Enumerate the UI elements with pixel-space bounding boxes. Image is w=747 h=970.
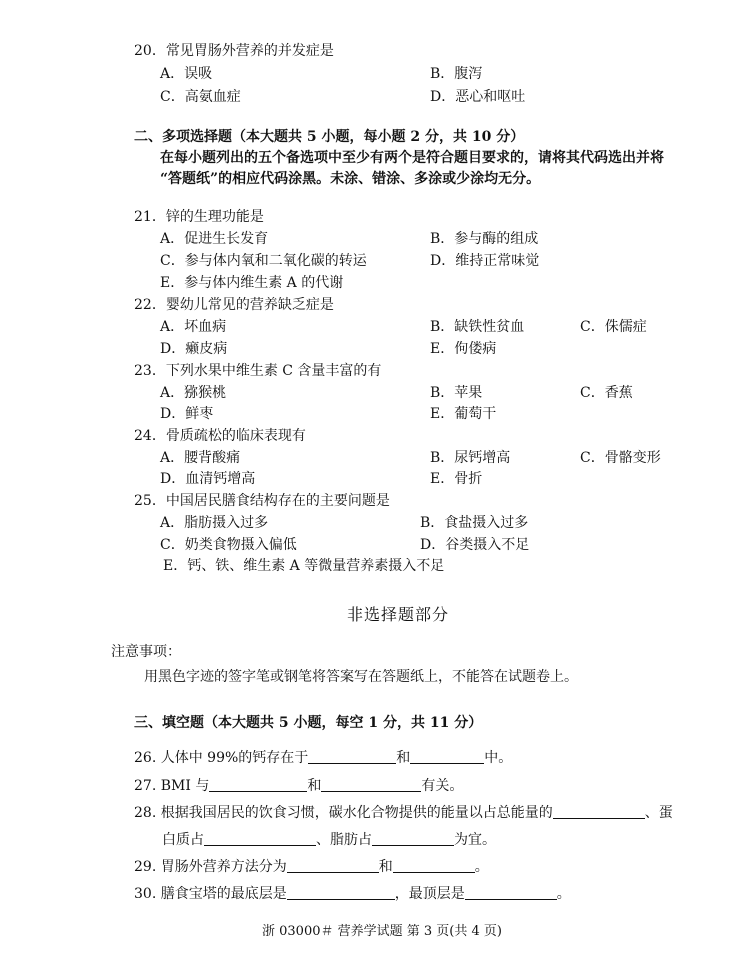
q28-blank-2[interactable]: [204, 831, 316, 846]
q26-text-2: 和: [396, 750, 411, 766]
q23-option-e: E．葡萄干: [430, 406, 497, 422]
q21-option-b: B．参与酶的组成: [430, 231, 539, 247]
q26-blank-2[interactable]: [410, 749, 484, 764]
q30-text-1: 膳食宝塔的最底层是: [160, 886, 287, 902]
q27-number: 27.: [134, 778, 157, 794]
q23-option-a: A．猕猴桃: [160, 385, 227, 401]
q27-blank-1[interactable]: [209, 777, 307, 792]
q25-option-b: B．食盐摄入过多: [420, 515, 529, 531]
notice-text: 用黑色字迹的签字笔或钢笔将答案写在答题纸上，不能答在试题卷上。: [144, 669, 578, 685]
q22-option-e: E．佝偻病: [430, 341, 497, 357]
q21-option-a: A．促进生长发育: [160, 231, 269, 247]
q25-option-c: C．奶类食物摄入偏低: [160, 537, 297, 553]
q20-option-c: C．高氨血症: [160, 89, 241, 105]
q30-blank-1[interactable]: [287, 885, 395, 900]
q30-text-2: ，最顶层是: [394, 886, 465, 902]
q23-option-c: C．香蕉: [580, 385, 633, 401]
q24-stem: 24．骨质疏松的临床表现有: [134, 428, 306, 444]
q26-blank-1[interactable]: [308, 749, 396, 764]
section3-heading: 三、填空题（本大题共 5 小题，每空 1 分，共 11 分）: [134, 715, 483, 731]
q24-option-b: B．尿钙增高: [430, 450, 511, 466]
q28-blank-1[interactable]: [553, 804, 645, 819]
q20-option-a: A．误吸: [160, 66, 213, 82]
q26-text-1: 人体中 99%的钙存在于: [160, 750, 309, 766]
q28-number: 28.: [134, 805, 157, 821]
q22-stem: 22．婴幼儿常见的营养缺乏症是: [134, 297, 334, 313]
q22-option-b: B．缺铁性贫血: [430, 319, 525, 335]
q26-number: 26.: [134, 750, 157, 766]
q20-option-b: B．腹泻: [430, 66, 483, 82]
q28-text-1: 根据我国居民的饮食习惯，碳水化合物提供的能量以占总能量的: [160, 805, 553, 821]
q30-blank-2[interactable]: [465, 885, 557, 900]
q24-option-d: D．血清钙增高: [160, 471, 256, 487]
page-footer: 浙 03000＃ 营养学试题 第 3 页(共 4 页): [262, 924, 502, 939]
q28-text-2: 、蛋: [644, 805, 673, 821]
q22-option-a: A．坏血病: [160, 319, 227, 335]
q29-text-3: 。: [474, 859, 489, 875]
q28-text-4: 、脂肪占: [316, 832, 372, 848]
q29-blank-2[interactable]: [393, 858, 475, 873]
q28-line-2: [162, 831, 496, 849]
q30: [134, 885, 571, 903]
q28-text-3: 白质占: [162, 832, 204, 848]
q27-text-1: BMI 与: [160, 778, 210, 794]
q28-blank-3[interactable]: [372, 831, 454, 846]
q25-option-e: E．钙、铁、维生素 A 等微量营养素摄入不足: [163, 558, 445, 574]
q30-number: 30.: [134, 886, 157, 902]
notice-label: 注意事项：: [111, 644, 181, 660]
q24-option-c: C．骨骼变形: [580, 450, 661, 466]
q28-text-5: 为宜。: [454, 832, 496, 848]
q23-option-d: D．鲜枣: [160, 406, 214, 422]
q22-option-d: D．癞皮病: [160, 341, 228, 357]
q28-line-1: [134, 804, 673, 822]
q30-text-3: 。: [556, 886, 571, 902]
section2-heading: 二、多项选择题（本大题共 5 小题，每小题 2 分，共 10 分）: [134, 129, 525, 145]
q27-text-3: 有关。: [421, 778, 464, 794]
q21-option-e: E．参与体内维生素 A 的代谢: [160, 275, 344, 291]
q29-text-1: 胃肠外营养方法分为: [160, 859, 287, 875]
q29: [134, 858, 489, 876]
q21-stem: 21．锌的生理功能是: [134, 209, 264, 225]
q23-option-b: B．苹果: [430, 385, 483, 401]
q25-option-d: D．谷类摄入不足: [420, 537, 530, 553]
q25-option-a: A．脂肪摄入过多: [160, 515, 269, 531]
q20-option-d: D．恶心和呕吐: [430, 89, 526, 105]
q20-stem: 20．常见胃肠外营养的并发症是: [134, 43, 334, 59]
q22-option-c: C．侏儒症: [580, 319, 647, 335]
part2-title: 非选择题部分: [347, 605, 450, 624]
q27: [134, 777, 463, 795]
q24-option-e: E．骨折: [430, 471, 483, 487]
q21-option-d: D．维持正常味觉: [430, 253, 540, 269]
q29-blank-1[interactable]: [287, 858, 379, 873]
q21-option-c: C．参与体内氧和二氧化碳的转运: [160, 253, 367, 269]
q23-stem: 23．下列水果中维生素 C 含量丰富的有: [134, 363, 382, 379]
q29-text-2: 和: [378, 859, 393, 875]
q26-text-3: 中。: [484, 750, 513, 766]
q24-option-a: A．腰背酸痛: [160, 450, 241, 466]
section2-instruction-2: “答题纸”的相应代码涂黑。未涂、错涂、多涂或少涂均无分。: [160, 171, 541, 187]
q25-stem: 25．中国居民膳食结构存在的主要问题是: [134, 493, 390, 509]
section2-instruction-1: 在每小题列出的五个备选项中至少有两个是符合题目要求的，请将其代码选出并将: [160, 150, 664, 166]
q26: [134, 749, 512, 767]
q27-blank-2[interactable]: [321, 777, 421, 792]
q27-text-2: 和: [307, 778, 322, 794]
q29-number: 29.: [134, 859, 157, 875]
